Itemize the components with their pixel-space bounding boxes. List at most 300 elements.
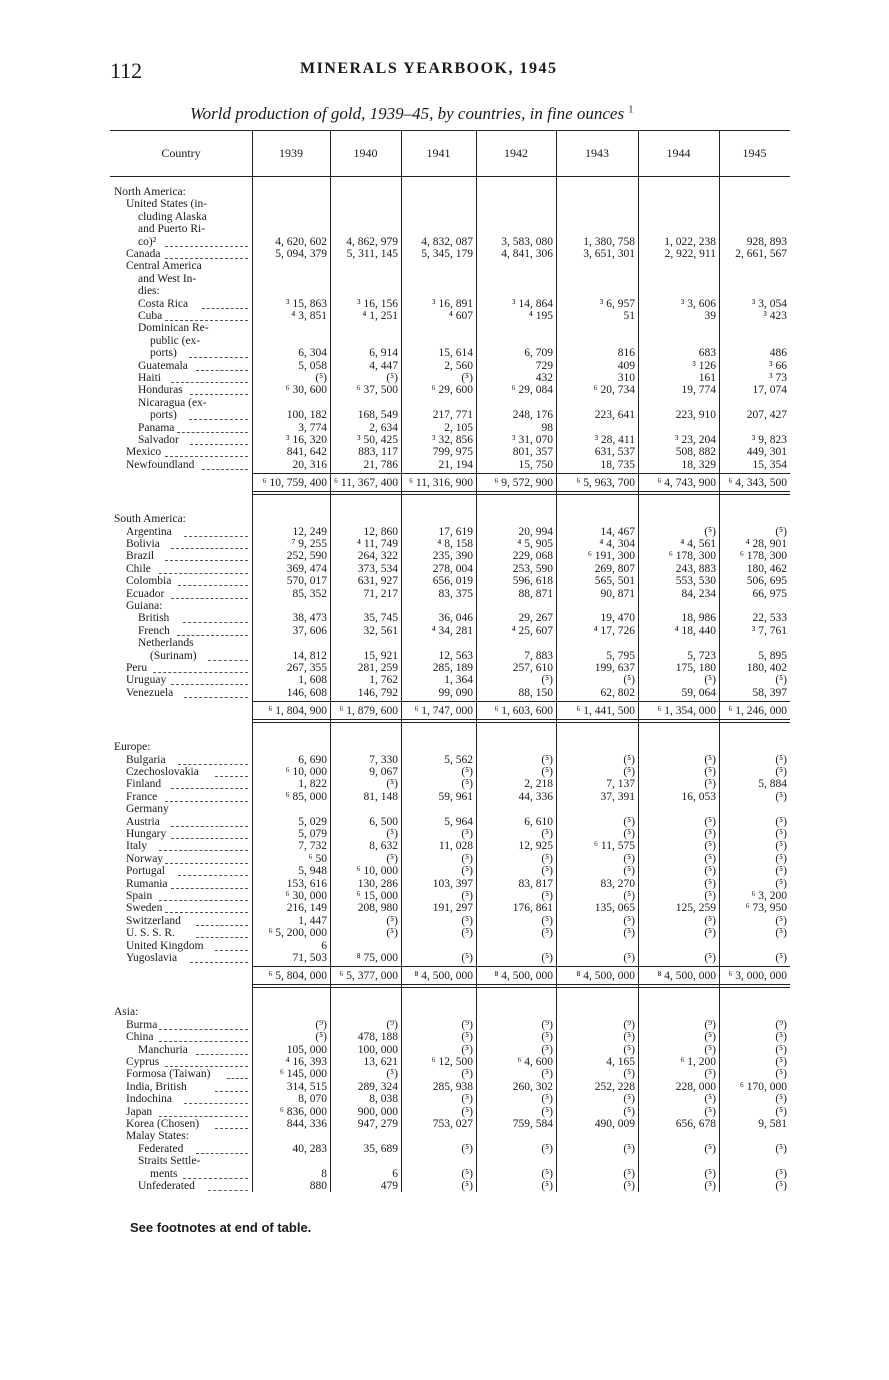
leader-dots [183,622,248,623]
leader-dots [184,536,248,537]
data-cell: ⁴ 25, 607 [511,624,553,637]
data-cell: 5, 079 [298,828,327,840]
country-label: Unfederated [138,1180,195,1192]
data-cell: 19, 774 [681,384,716,397]
data-cell: (⁵) [541,914,553,927]
data-cell: 20, 316 [292,458,327,471]
data-cell: 35, 689 [363,1142,398,1155]
data-cell: ⁶ 20, 734 [593,384,635,397]
data-cell: ³ 32, 856 [432,434,473,446]
data-cell: ⁶ 4, 600 [517,1056,553,1068]
country-label: Switzerland [126,914,181,927]
leader-dots [196,937,248,938]
data-cell: ⁶ 10, 000 [285,766,327,778]
data-cell: 37, 606 [292,624,327,637]
data-cell: 83, 817 [518,877,553,890]
data-cell: 12, 563 [438,649,473,662]
data-cell: (⁹) [704,1018,716,1031]
data-cell: 5, 058 [298,359,327,372]
data-cell: ³ 423 [763,310,787,322]
data-cell: 5, 029 [298,815,327,828]
data-cell: 278, 004 [432,562,473,575]
data-cell: (⁵) [623,1031,635,1044]
country-label: Austria [126,815,160,828]
data-cell: ⁶ 11, 575 [594,840,635,853]
data-cell: 135, 065 [594,902,635,915]
subtotal-cell: ⁶ 10, 759, 400 [262,477,327,490]
data-cell: (⁵) [623,852,635,865]
country-label: Haiti [138,372,161,384]
leader-dots [215,1091,248,1092]
data-cell: (⁵) [623,1105,635,1118]
country-label: Burma [126,1018,158,1031]
data-cell: 5, 094, 379 [275,248,327,260]
column-header: 1942 [504,146,528,160]
data-cell: 409 [617,359,635,372]
data-cell: ³ 126 [692,359,716,372]
leader-dots [171,788,248,789]
data-cell: (⁵) [461,1068,473,1081]
data-cell: 656, 019 [432,575,473,588]
data-cell: 570, 017 [286,575,327,588]
data-cell: ⁶ 3, 200 [751,890,787,902]
country-label: Cuba [138,310,163,322]
data-cell: (⁵) [461,927,473,940]
data-cell: (⁵) [623,766,635,778]
data-cell: (⁵) [775,766,787,778]
leader-dots [196,1054,248,1055]
data-cell: 6 [392,1167,398,1180]
country-label: Malay States: [126,1130,189,1143]
subtotal-cell: ⁶ 5, 963, 700 [576,477,635,490]
data-cell: ⁶ 30, 600 [285,384,327,397]
data-cell: 4, 165 [606,1056,635,1068]
data-cell: (⁵) [775,674,787,687]
caption-footnote-marker: 1 [628,104,634,116]
data-cell: (⁵) [461,372,473,384]
data-cell: 14, 812 [292,649,327,662]
data-cell: 373, 534 [357,562,398,575]
data-cell: ⁴ 8, 158 [437,538,473,550]
leader-dots [215,776,248,777]
data-cell: 4, 862, 979 [346,235,398,248]
country-label: French [138,624,170,637]
data-cell: 8 [321,1167,327,1180]
leader-dots [171,548,248,549]
data-cell: 17, 619 [438,525,473,538]
data-cell: 880 [309,1180,327,1192]
data-cell: 759, 584 [512,1118,553,1130]
leader-dots [178,875,248,876]
country-label: Rumania [126,877,168,890]
caption-text: World production of gold, 1939–45, by countries, in fine ounces [190,104,625,123]
subtotal-cell: ⁶ 5, 804, 000 [268,970,327,983]
data-cell: (⁵) [541,927,553,940]
data-cell: 100, 000 [357,1043,398,1056]
data-cell: 883, 117 [358,446,398,459]
leader-dots [196,925,248,926]
leader-dots [196,370,248,371]
data-cell: ⁴ 34, 281 [431,624,473,637]
data-cell: (⁵) [541,865,553,878]
data-cell: 71, 217 [363,587,398,600]
data-cell: (⁵) [775,877,787,890]
data-cell: 146, 608 [286,686,327,699]
data-cell: 683 [698,347,716,360]
data-cell: (⁵) [704,1093,716,1106]
country-label: Federated [138,1142,184,1155]
data-cell: 5, 884 [758,778,787,791]
leader-dots [165,1066,248,1067]
data-cell: 369, 474 [286,562,327,575]
data-cell: 9, 067 [369,766,398,778]
data-cell: (⁵) [541,766,553,778]
country-label: United States (in- [126,198,208,211]
data-cell: ⁷ 9, 255 [291,538,327,550]
data-cell: 32, 561 [363,624,398,637]
data-cell: 478, 188 [357,1031,398,1044]
data-cell: 125, 259 [675,902,716,915]
data-cell: ³ 23, 204 [675,434,716,446]
data-cell: (⁵) [775,828,787,840]
data-cell: 506, 695 [746,575,787,588]
data-cell: 228, 000 [675,1080,716,1093]
subtotal-cell: ⁸ 4, 500, 000 [576,970,635,983]
data-cell: 1, 364 [444,674,473,687]
data-cell: (⁵) [623,815,635,828]
data-cell: 130, 286 [357,877,398,890]
data-cell: (⁵) [775,1180,787,1192]
data-cell: ⁴ 607 [448,310,473,322]
subtotal-cell: ⁶ 11, 367, 400 [334,477,398,490]
data-cell: 1, 447 [298,914,327,927]
data-cell: 7, 330 [369,753,398,766]
country-label: Dominican Re- [138,322,209,335]
data-cell: ⁴ 11, 749 [357,538,398,550]
data-cell: 66, 975 [752,587,787,600]
subtotal-cell: ⁸ 4, 500, 000 [657,970,716,983]
leader-dots [159,1041,248,1042]
data-cell: (⁵) [386,927,398,940]
leader-dots [165,246,248,247]
data-cell: 928, 893 [746,235,787,248]
data-cell: (⁵) [775,753,787,766]
country-label: (Surinam) [150,649,197,662]
data-cell: (⁵) [775,1142,787,1155]
subtotal-cell: ⁶ 1, 804, 900 [268,705,327,718]
data-cell: (⁵) [623,865,635,878]
subtotal-rule [252,491,790,492]
data-cell: (⁵) [775,1031,787,1044]
data-cell: 39 [704,310,716,322]
data-cell: (⁵) [775,852,787,865]
data-cell: ³ 14, 864 [512,297,553,310]
data-cell: 191, 297 [432,902,473,915]
data-cell: (⁵) [775,1093,787,1106]
data-cell: (⁵) [704,852,716,865]
data-cell: 217, 771 [432,409,473,422]
leader-dots [189,419,248,420]
country-label: U. S. S. R. [126,927,175,940]
region-heading: Europe: [114,741,151,754]
country-label: Uruguay [126,674,167,687]
data-cell: 565, 501 [594,575,635,588]
data-cell: 175, 180 [675,662,716,674]
data-cell: (⁵) [315,1031,327,1044]
country-label: Spain [126,890,153,902]
data-cell: 479 [380,1180,398,1192]
leader-dots [215,950,248,951]
data-cell: (⁵) [461,1142,473,1155]
data-cell: 5, 895 [758,649,787,662]
data-cell: ⁴ 5, 905 [517,538,553,550]
country-label: Venezuela [126,686,174,699]
data-cell: (⁹) [315,1018,327,1031]
leader-dots [177,635,248,636]
region-heading: South America: [114,513,186,526]
data-cell: ⁴ 16, 393 [285,1056,327,1068]
leader-dots [184,697,248,698]
data-cell: 486 [769,347,787,360]
data-cell: (⁵) [623,927,635,940]
data-cell: 3, 774 [298,421,327,434]
data-cell: 83, 375 [438,587,473,600]
leader-dots [190,444,248,445]
leader-dots [196,1153,248,1154]
data-cell: ³ 16, 891 [432,297,473,310]
data-cell: 269, 807 [594,562,635,575]
column-header: 1939 [279,146,303,160]
column-header: 1943 [585,146,609,160]
column-rule [401,130,402,1192]
country-label: Formosa (Taiwan) [126,1068,211,1081]
data-cell: 71, 503 [292,952,327,964]
data-cell: 6, 690 [298,753,327,766]
country-label: Korea (Chosen) [126,1118,200,1130]
data-cell: 35, 745 [363,612,398,625]
column-rule [476,130,477,1192]
data-cell: 801, 357 [512,446,553,459]
data-cell: (⁵) [541,1105,553,1118]
leader-dots [165,801,248,802]
leader-dots [153,672,248,673]
data-cell: (⁵) [704,1167,716,1180]
subtotal-cell: ⁶ 4, 343, 500 [728,477,787,490]
data-cell: 12, 860 [363,525,398,538]
data-cell: (⁵) [623,1043,635,1056]
subtotal-cell: ⁶ 1, 879, 600 [339,705,398,718]
data-cell: 8, 070 [298,1093,327,1106]
data-cell: 223, 910 [675,409,716,422]
subtotal-rule [252,966,790,967]
data-cell: (⁹) [386,1018,398,1031]
data-cell: ³ 3, 606 [680,297,716,310]
country-label: Germany [126,803,169,816]
data-cell: 729 [535,359,553,372]
data-cell: ⁶ 37, 500 [356,384,398,397]
data-cell: (⁵) [461,778,473,791]
country-label: and Puerto Ri- [138,223,206,236]
leader-dots [177,432,248,433]
data-cell: (⁵) [541,753,553,766]
country-label: Peru [126,662,148,674]
data-cell: 20, 994 [518,525,553,538]
data-cell: 223, 641 [594,409,635,422]
leader-dots [171,684,248,685]
country-label: and West In- [138,272,197,285]
data-cell: 5, 562 [444,753,473,766]
data-cell: (⁵) [775,1056,787,1068]
data-cell: 257, 610 [512,662,553,674]
country-label: Honduras [138,384,183,397]
data-cell: (⁵) [775,952,787,964]
country-label: Nicaragua (ex- [138,396,207,409]
subtotal-rule [252,473,790,474]
leader-dots [159,900,248,901]
data-cell: ⁶ 10, 000 [356,865,398,878]
data-cell: 252, 590 [286,550,327,563]
see-footnotes-note: See footnotes at end of table. [130,1220,312,1235]
data-cell: (⁵) [461,828,473,840]
data-cell: 5, 948 [298,865,327,878]
column-header: Country [161,146,201,160]
data-cell: 243, 883 [675,562,716,575]
data-cell: 449, 301 [746,446,787,459]
data-cell: 8, 038 [369,1093,398,1106]
data-cell: 36, 046 [438,612,473,625]
data-cell: 1, 380, 758 [583,235,635,248]
leader-dots [190,394,248,395]
data-cell: 5, 795 [606,649,635,662]
data-cell: 161 [698,372,716,384]
data-cell: 11, 028 [438,840,473,853]
country-label: India, British [126,1080,187,1093]
table-caption [190,104,633,124]
country-label: Japan [126,1105,153,1118]
country-label: Ecuador [126,587,165,600]
column-header: 1940 [353,146,378,160]
data-cell: 208, 980 [357,902,398,915]
data-cell: 13, 621 [363,1056,398,1068]
data-cell: (⁵) [541,828,553,840]
country-label: public (ex- [150,334,201,347]
country-label: ports) [150,409,177,422]
data-cell: (⁵) [541,1180,553,1192]
data-cell: (⁵) [704,865,716,878]
data-cell: 289, 324 [357,1080,398,1093]
column-rule [638,130,639,1192]
subtotal-cell: ⁶ 11, 316, 900 [409,477,473,490]
data-cell: ³ 28, 411 [594,434,635,446]
data-cell: (⁹) [775,1018,787,1031]
subtotal-cell: ⁶ 1, 603, 600 [494,705,553,718]
subtotal-cell: ⁶ 9, 572, 900 [494,477,553,490]
data-cell: (⁵) [386,372,398,384]
data-cell: (⁵) [386,852,398,865]
data-cell: 59, 961 [438,790,473,803]
country-label: Chile [126,562,151,575]
data-cell: 8, 632 [369,840,398,853]
country-label: Straits Settle- [138,1155,201,1168]
data-cell: (⁵) [704,815,716,828]
data-cell: (⁵) [704,674,716,687]
country-label: Salvador [138,434,179,446]
data-cell: (⁹) [623,1018,635,1031]
data-cell: 40, 283 [292,1142,327,1155]
subtotal-rule [252,984,790,985]
data-cell: 6 [321,939,327,952]
data-cell: (⁵) [315,372,327,384]
data-cell: (⁵) [704,914,716,927]
data-cell: 21, 786 [363,458,398,471]
data-cell: 4, 832, 087 [421,235,473,248]
data-cell: 88, 871 [518,587,553,600]
leader-dots [190,962,248,963]
data-cell: (⁵) [541,1068,553,1081]
data-cell: 310 [617,372,635,384]
leader-dots [165,912,248,913]
data-cell: 83, 270 [600,877,635,890]
data-cell: ⁶ 145, 000 [279,1068,327,1081]
data-cell: (⁵) [461,1093,473,1106]
leader-dots [227,1078,248,1079]
leader-dots [165,258,248,259]
column-rule [719,130,720,1192]
country-label: Mexico [126,446,162,459]
country-label: British [138,612,170,625]
country-label: Newfoundland [126,458,195,471]
subtotal-rule [252,719,790,720]
country-label: Yugoslavia [126,952,178,964]
subtotal-cell: ⁸ 4, 500, 000 [494,970,553,983]
data-cell: ⁴ 4, 561 [680,538,716,550]
data-cell: 85, 352 [292,587,327,600]
data-cell: 4, 620, 602 [275,235,327,248]
subtotal-rule [252,987,790,988]
data-cell: 3, 583, 080 [501,235,553,248]
data-cell: 900, 000 [357,1105,398,1118]
data-cell: (⁵) [623,674,635,687]
data-cell: (⁵) [386,914,398,927]
leader-dots [202,308,248,309]
data-cell: (⁵) [541,1167,553,1180]
data-cell: ⁶ 85, 000 [285,790,327,803]
column-rule [556,130,557,1192]
data-cell: ⁶ 5, 200, 000 [268,927,327,940]
data-cell: (⁵) [541,952,553,964]
data-cell: 596, 618 [512,575,553,588]
data-cell: (⁵) [775,840,787,853]
data-cell: (⁵) [704,766,716,778]
data-cell: (⁵) [623,952,635,964]
country-label: Manchuria [138,1043,188,1056]
data-cell: ⁶ 15, 000 [356,890,398,902]
data-cell: (⁹) [461,1018,473,1031]
region-heading: North America: [114,186,186,198]
data-cell: (⁵) [461,1167,473,1180]
data-cell: 229, 068 [512,550,553,563]
data-cell: 267, 355 [286,662,327,674]
country-label: Bulgaria [126,753,166,766]
data-cell: 4, 447 [369,359,398,372]
data-cell: 2, 634 [369,421,398,434]
page-number: 112 [110,58,143,83]
data-cell: ⁴ 17, 726 [593,624,635,637]
data-cell: 18, 329 [681,458,716,471]
subtotal-cell: ⁶ 1, 354, 000 [657,705,716,718]
data-cell: 432 [535,372,553,384]
subtotal-rule [252,494,790,495]
